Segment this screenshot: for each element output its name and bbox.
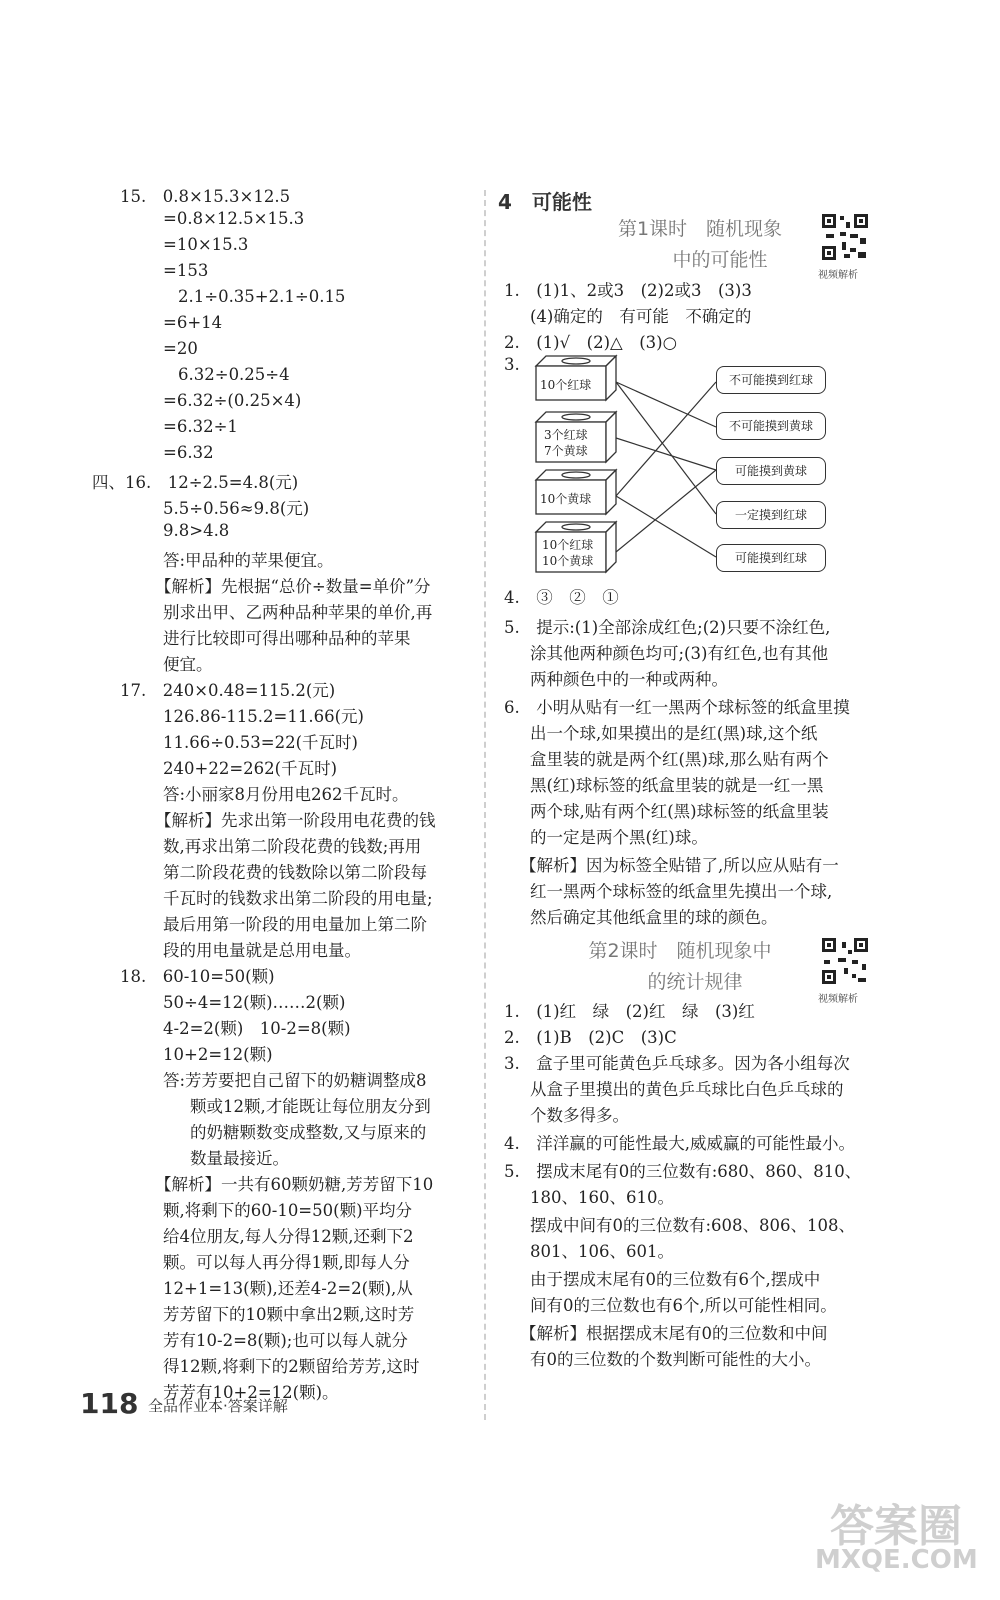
answer-line: 数量最接近。 xyxy=(190,1149,289,1168)
answer-line: =10×15.3 xyxy=(163,235,249,254)
answer-line: 180、160、610。 xyxy=(530,1188,674,1207)
qr-code-icon[interactable] xyxy=(820,212,870,262)
answer-line: 6. 小明从贴有一红一黑两个球标签的纸盒里摸 xyxy=(504,698,850,717)
answer-line: 5. 摆成末尾有0的三位数有:680、860、810、 xyxy=(504,1162,862,1181)
outcome-label: 可能摸到黄球 xyxy=(716,457,826,485)
answer-line: 18. 60-10=50(颗) xyxy=(120,967,275,986)
answer-line: 4. 洋洋赢的可能性最大,威威赢的可能性最小。 xyxy=(504,1134,855,1153)
lesson-title-line: 第1课时 随机现象 xyxy=(617,218,783,240)
answer-line: 3. xyxy=(504,355,520,374)
answer-line: 出一个球,如果摸出的是红(黑)球,这个纸 xyxy=(530,724,818,743)
answer-line: 由于摆成末尾有0的三位数有6个,摆成中 xyxy=(530,1270,821,1289)
analysis-line: 别求出甲、乙两种品种苹果的单价,再 xyxy=(163,603,433,622)
lesson-title-line: 第2课时 随机现象中 xyxy=(588,940,772,962)
answer-line: 2. (1)B (2)C (3)C xyxy=(504,1028,677,1047)
matching-diagram xyxy=(530,352,850,582)
analysis-line: 芳芳有10+2=12(颗)。 xyxy=(163,1383,339,1402)
answer-line: 4. ③ ② ① xyxy=(504,588,619,607)
answer-line: 2. (1)√ (2)△ (3)○ xyxy=(504,333,677,352)
analysis-line: 段的用电量就是总用电量。 xyxy=(163,941,361,960)
analysis-line: 颗。可以每人再分得1颗,即每人分 xyxy=(163,1253,410,1272)
answer-line: 个数多得多。 xyxy=(530,1106,629,1125)
analysis-line: 【解析】一共有60颗奶糖,芳芳留下10 xyxy=(155,1175,434,1194)
analysis-line: 数,再求出第二阶段花费的钱数;再用 xyxy=(163,837,422,856)
analysis-line: 有0的三位数的个数判断可能性的大小。 xyxy=(530,1350,821,1369)
analysis-line: 进行比较即可得出哪种品种的苹果 xyxy=(163,629,411,648)
analysis-line: 给4位朋友,每人分得12颗,还剩下2 xyxy=(163,1227,414,1246)
analysis-line: 红一黑两个球标签的纸盒里先摸出一个球, xyxy=(530,882,833,901)
watermark-url: MXQE.COM xyxy=(815,1545,978,1575)
analysis-line: 最后用第一阶段的用电量加上第二阶 xyxy=(163,915,427,934)
qr-caption: 视频解析 xyxy=(818,994,858,1005)
answer-line: 10+2=12(颗) xyxy=(163,1045,273,1064)
answer-line: 801、106、601。 xyxy=(530,1242,674,1261)
answer-line: 240+22=262(千瓦时) xyxy=(163,759,338,778)
answer-line: 3. 盒子里可能黄色乒乓球多。因为各小组每次 xyxy=(504,1054,850,1073)
book-title: 全品作业本·答案详解 xyxy=(148,1397,288,1415)
answer-line: 15. 0.8×15.3×12.5 xyxy=(120,187,291,206)
answer-line: 的一定是两个黑(红)球。 xyxy=(530,828,708,847)
right-column xyxy=(490,0,990,1420)
answer-line: 11.66÷0.53=22(千瓦时) xyxy=(163,733,358,752)
answer-line: 摆成中间有0的三位数有:608、806、108、 xyxy=(530,1216,856,1235)
answer-line: 5.5÷0.56≈9.8(元) xyxy=(163,499,310,518)
answer-line: =6.32÷1 xyxy=(163,417,238,436)
answer-line: =20 xyxy=(163,339,198,358)
outcome-label: 不可能摸到黄球 xyxy=(716,412,826,440)
answer-line: =6.32÷(0.25×4) xyxy=(163,391,302,410)
outcome-label: 不可能摸到红球 xyxy=(716,366,826,394)
lesson-title-line: 的统计规律 xyxy=(647,971,743,993)
analysis-line: 【解析】根据摆成末尾有0的三位数和中间 xyxy=(520,1324,828,1343)
page-number: 118 xyxy=(80,1387,139,1420)
analysis-line: 【解析】先求出第一阶段用电花费的钱 xyxy=(155,811,436,830)
box-label: 3个红球 xyxy=(544,428,588,442)
answer-line: 两个球,贴有两个红(黑)球标签的纸盒里装 xyxy=(530,802,829,821)
answer-line: 从盒子里摸出的黄色乒乓球比白色乒乓球的 xyxy=(530,1080,844,1099)
answer-line: 黑(红)球标签的纸盒里装的就是一红一黑 xyxy=(530,776,824,795)
analysis-line: 然后确定其他纸盒里的球的颜色。 xyxy=(530,908,778,927)
answer-line: 涂其他两种颜色均可;(3)有红色,也有其他 xyxy=(530,644,829,663)
box-label: 7个黄球 xyxy=(544,444,588,458)
answer-line: 答:甲品种的苹果便宜。 xyxy=(163,551,334,570)
answer-line: 6.32÷0.25÷4 xyxy=(178,365,290,384)
analysis-line: 【解析】先根据“总价÷数量=单价”分 xyxy=(155,577,431,596)
qr-code-icon[interactable] xyxy=(820,936,870,986)
answer-line: 盒里装的就是两个红(黑)球,那么贴有两个 xyxy=(530,750,829,769)
answer-line: 1. (1)1、2或3 (2)2或3 (3)3 xyxy=(504,281,752,300)
analysis-line: 第二阶段花费的钱数除以第二阶段每 xyxy=(163,863,427,882)
box-label: 10个红球 xyxy=(542,538,594,552)
section-title: 4 可能性 xyxy=(498,190,592,214)
box-label: 10个红球 xyxy=(540,378,592,392)
box-label: 10个黄球 xyxy=(540,492,592,506)
column-divider xyxy=(484,190,486,1420)
answer-line: 2.1÷0.35+2.1÷0.15 xyxy=(178,287,346,306)
left-column xyxy=(0,0,480,1420)
qr-caption: 视频解析 xyxy=(818,270,858,281)
answer-line: 颗或12颗,才能既让每位朋友分到 xyxy=(190,1097,431,1116)
answer-line: =0.8×12.5×15.3 xyxy=(163,209,305,228)
answer-line: (4)确定的 有可能 不确定的 xyxy=(530,307,752,326)
answer-line: 答:芳芳要把自己留下的奶糖调整成8 xyxy=(163,1071,427,1090)
lesson-title-line: 中的可能性 xyxy=(672,249,768,271)
answer-line: =153 xyxy=(163,261,209,280)
analysis-line: 千瓦时的钱数求出第二阶段的用电量; xyxy=(163,889,433,908)
answer-line: 1. (1)红 绿 (2)红 绿 (3)红 xyxy=(504,1002,755,1021)
answer-line: 四、16. 12÷2.5=4.8(元) xyxy=(92,473,299,492)
analysis-line: 【解析】因为标签全贴错了,所以应从贴有一 xyxy=(520,856,839,875)
answer-line: 答:小丽家8月份用电262千瓦时。 xyxy=(163,785,409,804)
answer-line: 的奶糖颗数变成整数,又与原来的 xyxy=(190,1123,427,1142)
analysis-line: 得12颗,将剩下的2颗留给芳芳,这时 xyxy=(163,1357,420,1376)
lesson-title xyxy=(550,936,810,994)
analysis-line: 便宜。 xyxy=(163,655,213,674)
box-label: 10个黄球 xyxy=(542,554,594,568)
answer-line: 两种颜色中的一种或两种。 xyxy=(530,670,728,689)
answer-line: 50÷4=12(颗)……2(颗) xyxy=(163,993,346,1012)
answer-line: 间有0的三位数也有6个,所以可能性相同。 xyxy=(530,1296,837,1315)
lesson-title xyxy=(570,214,830,272)
answer-line: =6+14 xyxy=(163,313,223,332)
answer-line: 9.8>4.8 xyxy=(163,521,230,540)
analysis-line: 芳有10-2=8(颗);也可以每人就分 xyxy=(163,1331,408,1350)
answer-line: =6.32 xyxy=(163,443,214,462)
answer-line: 17. 240×0.48=115.2(元) xyxy=(120,681,336,700)
analysis-line: 芳芳留下的10颗中拿出2颗,这时芳 xyxy=(163,1305,415,1324)
outcome-label: 可能摸到红球 xyxy=(716,544,826,572)
outcome-label: 一定摸到红球 xyxy=(716,501,826,529)
answer-line: 5. 提示:(1)全部涂成红色;(2)只要不涂红色, xyxy=(504,618,831,637)
answer-line: 126.86-115.2=11.66(元) xyxy=(163,707,364,726)
answer-line: 4-2=2(颗) 10-2=8(颗) xyxy=(163,1019,351,1038)
analysis-line: 颗,将剩下的60-10=50(颗)平均分 xyxy=(163,1201,413,1220)
watermark-logo: 答案圈 xyxy=(830,1501,962,1552)
analysis-line: 12+1=13(颗),还差4-2=2(颗),从 xyxy=(163,1279,413,1298)
